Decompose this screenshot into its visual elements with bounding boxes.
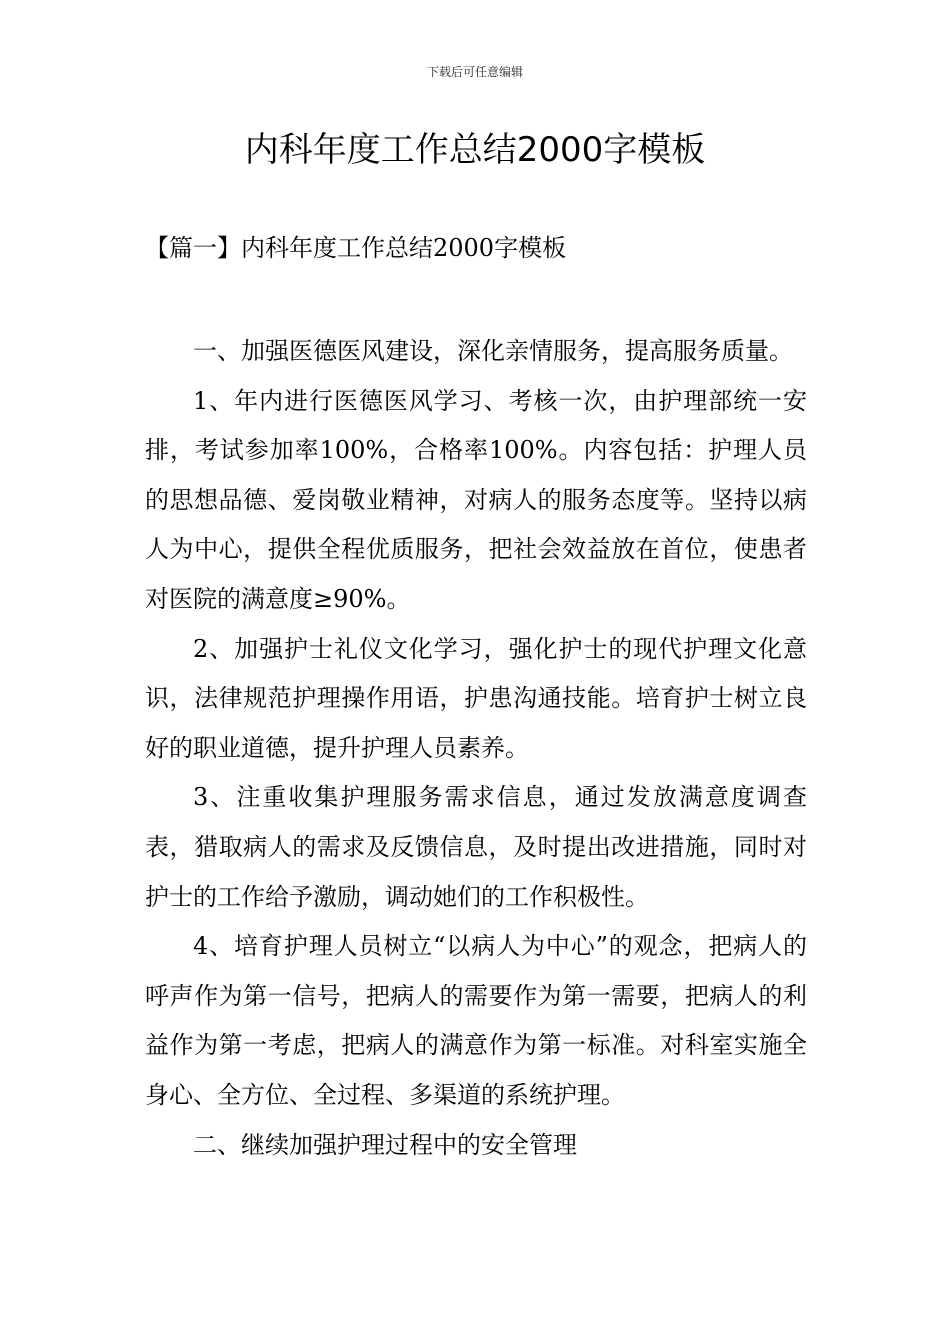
paragraph-heading-2: 二、继续加强护理过程中的安全管理 [193,1130,577,1159]
section-heading: 【篇一】内科年度工作总结2000字模板 [145,234,567,262]
header-note: 下载后可任意编辑 [426,65,523,79]
paragraph-item-1: 1、年内进行医德医风学习、考核一次，由护理部统一安排，考试参加率100%，合格率100%。内容包括：护理人员的思想品德、爱岗敬业精神，对病人的服务态度等。坚持以病人为中心，提供全程优质服务，把社会效益放在首位，使患者对医院的满意度≥90%。 [145,386,807,613]
paragraph-heading-1: 一、加强医德医风建设，深化亲情服务，提高服务质量。 [193,337,793,365]
paragraph-item-3: 3、注重收集护理服务需求信息，通过发放满意度调查表，猎取病人的需求及反馈信息，及时提出改进措施，同时对护士的工作给予激励，调动她们的工作积极性。 [145,783,807,911]
document-title: 内科年度工作总结2000字模板 [244,130,706,170]
paragraph-item-2: 2、加强护士礼仪文化学习，强化护士的现代护理文化意识，法律规范护理操作用语，护患沟通技能。培育护士树立良好的职业道德，提升护理人员素养。 [145,634,807,762]
paragraph-item-4: 4、培育护理人员树立“以病人为中心”的观念，把病人的呼声作为第一信号，把病人的需要作为第一需要，把病人的利益作为第一考虑，把病人的满意作为第一标准。对科室实施全身心、全方位、全过程、多渠道的系统护理。 [145,932,807,1109]
document-body [145,327,807,1170]
